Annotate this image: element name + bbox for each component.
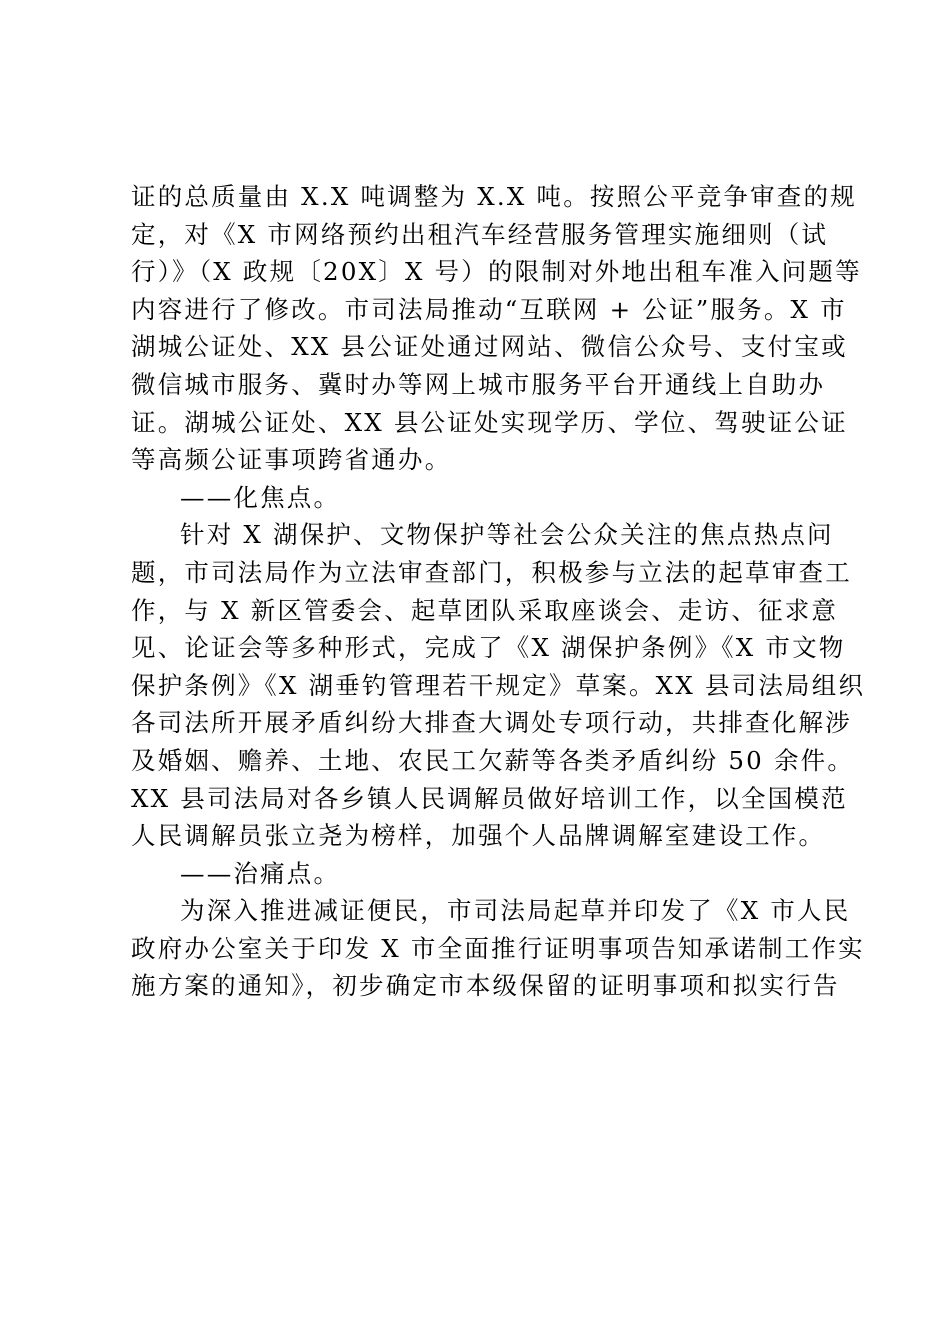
text-line: 湖城公证处、XX 县公证处通过网站、微信公众号、支付宝或	[131, 332, 848, 362]
paragraph-3	[131, 516, 866, 854]
section-heading-focus	[131, 479, 831, 517]
text-line: 针对 X 湖保护、文物保护等社会公众关注的焦点热点问	[180, 520, 834, 550]
text-line: 施方案的通知》，初步确定市本级保留的证明事项和拟实行告	[131, 971, 840, 1001]
paragraph-1	[131, 178, 862, 479]
text-line: 证的总质量由 X.X 吨调整为 X.X 吨。按照公平竞争审查的规	[131, 182, 857, 211]
text-line: 定，对《X 市网络预约出租汽车经营服务管理实施细则（试	[131, 219, 829, 249]
paragraph-5	[131, 892, 865, 1005]
text-line: 证。湖城公证处、XX 县公证处实现学历、学位、驾驶证公证	[131, 407, 848, 437]
text-line: 及婚姻、赡养、土地、农民工欠薪等各类矛盾纠纷 50 余件。	[131, 745, 855, 775]
text-line: 微信城市服务、冀时办等网上城市服务平台开通线上自助办	[131, 369, 826, 399]
text-line: 各司法所开展矛盾纠纷大排查大调处专项行动，共排查化解涉	[131, 708, 852, 738]
text-line: ——治痛点。	[180, 858, 341, 888]
document-body	[131, 178, 866, 1005]
text-line: 保护条例》《X 湖垂钓管理若干规定》草案。XX 县司法局组织	[131, 670, 866, 700]
text-line: ——化焦点。	[180, 482, 341, 512]
text-line: 作，与 X 新区管委会、起草团队采取座谈会、走访、征求意	[131, 595, 839, 625]
section-heading-pain-point	[131, 855, 831, 893]
text-line: 为深入推进减证便民，市司法局起草并印发了《X 市人民	[180, 896, 851, 926]
text-line: 见、论证会等多种形式，完成了《X 湖保护条例》《X 市文物	[131, 633, 846, 663]
text-line: 题，市司法局作为立法审查部门，积极参与立法的起草审查工	[131, 557, 852, 587]
text-line: 政府办公室关于印发 X 市全面推行证明事项告知承诺制工作实	[131, 933, 865, 963]
text-line: XX 县司法局对各乡镇人民调解员做好培训工作，以全国模范	[131, 783, 848, 813]
text-line: 行）》（X 政规〔20X〕X 号）的限制对外地出租车准入问题等	[131, 257, 862, 287]
text-line: 等高频公证事项跨省通办。	[131, 445, 452, 475]
text-line: 内容进行了修改。市司法局推动“互联网 + 公证”服务。X 市	[131, 294, 847, 324]
text-line: 人民调解员张立尧为榜样，加强个人品牌调解室建设工作。	[131, 821, 826, 851]
